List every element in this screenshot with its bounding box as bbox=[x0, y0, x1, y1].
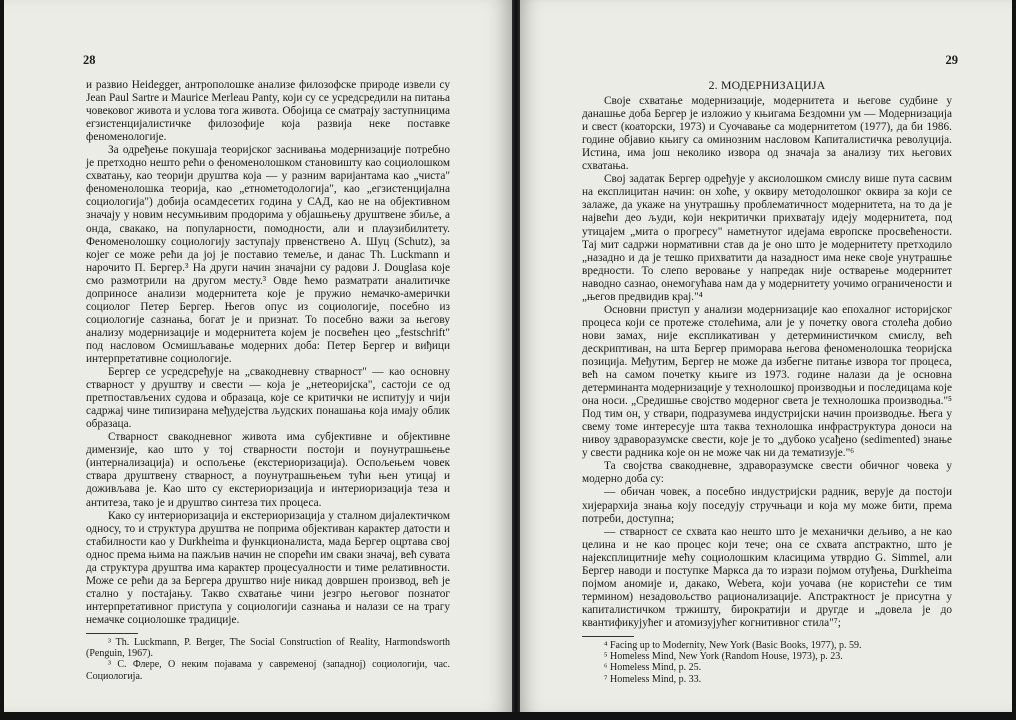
footnote: ⁶ Homeless Mind, p. 25. bbox=[604, 662, 702, 674]
footnote-divider bbox=[86, 633, 138, 634]
right-page-text bbox=[582, 79, 952, 685]
page-number: 29 bbox=[945, 53, 958, 67]
footnote-divider bbox=[582, 636, 634, 637]
paragraph: Бергер се усредсређује на „свакодневну стварност" — као основну стварност у друштву и свести — која је „нетеоријска", састоји се од претпостављених судова и образаца, које се критички не испитују и чији садржај чине типизирана међудејства људских понашања која имају облик образаца. bbox=[86, 366, 450, 431]
list-item: — обичан човек, а посебно индустријски радник, верује да постоји хијерархија знања коју поседују стручњаци и која му може бити, према потреби, доступна; bbox=[582, 486, 952, 525]
footnote: ³ Th. Luckmann, P. Berger, The Social Construction of Reality, Harmondsworth (Penguin, 1967). bbox=[86, 636, 450, 660]
footnote: ⁴ Facing up to Modernity, New York (Basic Books, 1977), p. 59. bbox=[604, 639, 862, 651]
list-item: — стварност се схвата као нешто што је механички дељиво, а не као целина и не као процес који тече; она се схвата апстрактно, што је најексплицитније мећу социолошким класицима утврдио G. Simmel, али Бергер наводи и поступке Маркса да то изрази појмом отуђења, Durkheima појмом аномије и, дакако, Webera, који уочава (не користећи се тим термином) незадовољство рационализације. Апстрактност је присутна у капиталистичком тржишту, бирократији и другде и „довела је до квантификујућег и атомизујућег когнитивног стила"⁷; bbox=[582, 525, 952, 629]
footnote: ⁷ Homeless Mind, p. 33. bbox=[604, 673, 702, 685]
paragraph: Свој задатак Бергер одређује у аксиолошком смислу више пута сасвим на експлицитан начин: он хоће, у оквиру методолошког оквира за који се залаже, да укаже на унутрашњу проблематичност модернитета, на то да је највећи део људи, који некритички прихватају идеју модернитета, под утицајем „мита о прогресу" наметнутог идејама европске просвећености. Тај мит садржи нормативни став да је оно што је модернитету претходило „назадно и да је тешко прихватити да назадност има неке своје унутрашње вредности. То слепо веровање у напредак није остварење модернитет наводно сазнао, онемогућава нам да у модернитету уочимо ограничености и „његов предвидив крај."⁴ bbox=[582, 173, 952, 303]
paragraph: Како су интериоризација и екстериоризација у сталном дијалектичком односу, то и структура друштва не поприма објективан карактер датости и стабилности као у Durkheima и функционалиста, мада Бергер оцртава свој однос према њима на пажљив начин не спорећи им свaки значај, већ сувата да структура друштва има карактер процесуалности и тиме релативности. Може се рећи да за Бергера друштво није никад довршен производ, већ је стално у постајању. Такво схватање чини језгро његовог познатог интерпретативног приступа у социологији сазнања и налази се на трагу немачке социолошке традиције. bbox=[86, 509, 450, 626]
book-gutter bbox=[512, 0, 520, 712]
page-number: 28 bbox=[83, 53, 96, 67]
paragraph: и развио Heidegger, антрополошке анализе филозофске природе извели су Jean Paul Sartre и Maurice Merleau Panty, који су се усредсредили на питања човековог живота и услова тога живота. Обојица се сматрају заступницима егзистенцијалистичке филозофије која развија неке поставке феноменологије. bbox=[86, 79, 450, 144]
paragraph: За одређење покушаја теоријског заснивања модернизације потребно је претходно нешто рећи о феноменолошком становишту као социолошком схватању, као теорији друштва која — у разним варијантама као „чиста" феноменолошка теорија, као „етнометодологија", као „егзистенцијална социологија") добија осамдесетих година у САД, као не на објективном значају у новим несумњивим продорима у објашњењу друштвене збиље, а онда, свакако, на популарности, помодности, али и плаузибилитету. Феноменолошку социологију заступају првенствено А. Шуц (Schutz), за којег се може рећи да јој је поставио темеље, и данас Th. Luckmann и нарочито П. Бергер.³ На други начин значајни су радови J. Douglasa које смо размотрили на другом месту.³ Овде ћемо разматрати аналитичке доприносе анализи модернитета које је пружио немачко-амерички социолог Петер Бергер. Његов опус из социологије, посебно из социологије сазнања, богат је и признат. То посебно важи за његову анализу модернизације и модернитета којем је посвећен цео „festschrift" под насловом Осмишљавање модерних доба: Петер Бергер и виђици интерпретативне социологије. bbox=[86, 144, 450, 365]
paragraph: Стварност свакодневног живота има субјективне и објективне димензије, као што у тој стварности постоји и поунутрашњење (интернализација) и оспољење (екстериоризација). Оспољењем човек ствара друштвену стварност, а поунутрашњењем тући њен утицај и доживљава је. Као што су екстериоризација и интериоризација теза и антитеза, тако је и друштво синтеза тих процеса. bbox=[86, 431, 450, 509]
footnote: ³ С. Флере, О неким појавама у савременој (западној) социологији, час. Социологија. bbox=[86, 659, 450, 682]
chapter-title: 2. МОДЕРНИЗАЦИЈА bbox=[708, 78, 826, 92]
left-page-text bbox=[86, 79, 450, 682]
left-page bbox=[4, 0, 512, 712]
footnote: ⁵ Homeless Mind, New York (Random House, 1973), p. 23. bbox=[604, 651, 843, 663]
paragraph: Своје схватање модернизације, модернитета и његове судбине у данашње доба Бергер је изложио у књигама Бездомни ум — Модернизација и свест (коаторски, 1973) и Суочавање са модернитетом (1977), да би 1986. године објавио књигу са оминозним насловом Капиталистичка револуција. Истина, има још неколико извора од значаја за анализу тих његових схватања. bbox=[582, 95, 952, 173]
right-page bbox=[520, 0, 1012, 712]
paragraph: Та својства свакодневне, здраворазумске свести обичног човека у модерно доба су: bbox=[582, 460, 952, 486]
paragraph: Основни приступ у анализи модернизације као епохалног историјског процеса који се протеже столећима, али је у почетку овога столећа добио нови замах, није експликативан у детерминистичком смислу, већ дескриптиван, на шта Бергер приморава његова феноменолошка теоријска позиција. Међутим, Бергер не може да избегне питање извора тог процеса, већ на самом почетку књиге из 1973. године налази да је основна детерминанта модернизације у технолошкој производњи и последицама које она носи. „Средишње својство модерног света је технолошка производња."⁵ Под тим он, у ствари, подразумева индустријски начин производње. Њега у свему томе интересује шта таква технолошка инфраструктура доноси на нивоу здраворазумске свести, које је то „дубоко усађено (sedimented) знање у свести радника које он не може чак ни да тематизује."⁶ bbox=[582, 303, 952, 460]
